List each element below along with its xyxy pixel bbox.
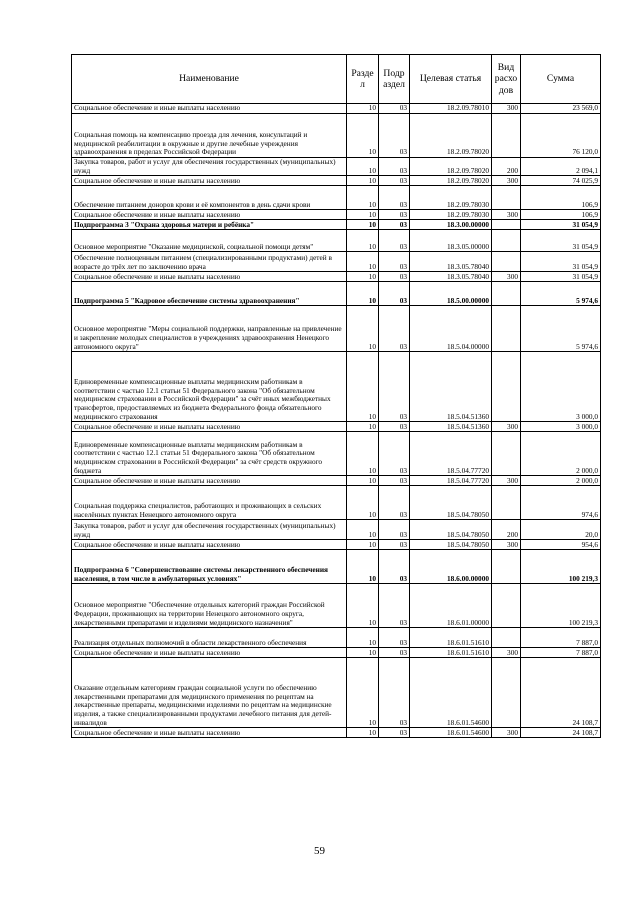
cell-sum: 2 000,0	[521, 432, 601, 476]
cell-target-article: 18.5.04.78050	[410, 486, 492, 520]
cell-name: Подпрограмма 6 "Совершенствование системы лекарственного обеспечения населения, в том числе в амбулаторных условиях"	[72, 550, 347, 584]
cell-target-article: 18.2.09.78020	[410, 176, 492, 186]
cell-name: Социальная помощь на компенсацию проезда для лечения, консультаций и медицинской реабилитации в окружные и другие лечебные учреждения здравоохранения в пределах Российской Федерации	[72, 114, 347, 158]
table-row	[72, 252, 601, 272]
cell-name: Основное мероприятие "Обеспечение отдельных категорий граждан Российской Федерации, проживающих на территории Ненецкого автономного округа, лекарственными препаратами и изделиями медицинского назначения"	[72, 584, 347, 628]
cell-expense-type: 200	[492, 520, 521, 540]
cell-podrazdel: 03	[379, 550, 410, 584]
cell-podrazdel: 03	[379, 352, 410, 422]
cell-target-article: 18.6.00.00000	[410, 550, 492, 584]
cell-podrazdel: 03	[379, 584, 410, 628]
cell-razdel: 10	[347, 114, 379, 158]
cell-podrazdel: 03	[379, 210, 410, 220]
table-row	[72, 306, 601, 352]
cell-podrazdel: 03	[379, 252, 410, 272]
cell-target-article: 18.2.09.78030	[410, 186, 492, 210]
cell-target-article: 18.2.09.78020	[410, 114, 492, 158]
cell-target-article: 18.5.04.78050	[410, 540, 492, 550]
cell-sum: 2 000,0	[521, 476, 601, 486]
cell-expense-type	[492, 282, 521, 306]
cell-podrazdel: 03	[379, 728, 410, 738]
cell-sum: 31 054,9	[521, 230, 601, 252]
budget-table	[71, 54, 601, 738]
cell-target-article: 18.6.01.54600	[410, 728, 492, 738]
cell-expense-type: 300	[492, 422, 521, 432]
table-row	[72, 114, 601, 158]
cell-name: Реализация отдельных полномочий в области лекарственного обеспечения	[72, 628, 347, 648]
header-sum: Сумма	[521, 55, 601, 104]
cell-target-article: 18.5.04.78050	[410, 520, 492, 540]
cell-name: Социальное обеспечение и иные выплаты населению	[72, 476, 347, 486]
cell-razdel: 10	[347, 252, 379, 272]
cell-target-article: 18.6.01.51610	[410, 628, 492, 648]
cell-sum: 954,6	[521, 540, 601, 550]
cell-name: Закупка товаров, работ и услуг для обеспечения государственных (муниципальных) нужд	[72, 520, 347, 540]
table-row	[72, 104, 601, 114]
cell-target-article: 18.6.01.51610	[410, 648, 492, 658]
page-number: 59	[314, 845, 325, 857]
cell-target-article: 18.5.04.00000	[410, 306, 492, 352]
cell-razdel: 10	[347, 486, 379, 520]
cell-expense-type: 300	[492, 210, 521, 220]
table-row	[72, 158, 601, 176]
cell-podrazdel: 03	[379, 104, 410, 114]
table-row	[72, 486, 601, 520]
cell-expense-type	[492, 432, 521, 476]
cell-podrazdel: 03	[379, 282, 410, 306]
cell-sum: 3 000,0	[521, 352, 601, 422]
table-row	[72, 176, 601, 186]
cell-name: Социальное обеспечение и иные выплаты населению	[72, 210, 347, 220]
cell-sum: 24 108,7	[521, 658, 601, 728]
header-expense-type: Вид расхо дов	[492, 55, 521, 104]
cell-podrazdel: 03	[379, 186, 410, 210]
cell-sum: 7 887,0	[521, 628, 601, 648]
cell-name: Обеспечение питанием доноров крови и её компонентов в день сдачи крови	[72, 186, 347, 210]
cell-expense-type: 300	[492, 272, 521, 282]
cell-podrazdel: 03	[379, 486, 410, 520]
cell-sum: 31 054,9	[521, 252, 601, 272]
cell-sum: 20,0	[521, 520, 601, 540]
cell-sum: 106,9	[521, 186, 601, 210]
cell-name: Социальная поддержка специалистов, работающих и проживающих в сельских населённых пунктах Ненецкого автономного округа	[72, 486, 347, 520]
cell-razdel: 10	[347, 220, 379, 230]
cell-target-article: 18.3.00.00000	[410, 220, 492, 230]
cell-expense-type	[492, 486, 521, 520]
cell-podrazdel: 03	[379, 432, 410, 476]
cell-expense-type: 300	[492, 104, 521, 114]
cell-target-article: 18.5.00.00000	[410, 282, 492, 306]
cell-target-article: 18.5.04.77720	[410, 476, 492, 486]
cell-razdel: 10	[347, 282, 379, 306]
cell-podrazdel: 03	[379, 628, 410, 648]
cell-razdel: 10	[347, 648, 379, 658]
cell-sum: 24 108,7	[521, 728, 601, 738]
cell-razdel: 10	[347, 540, 379, 550]
table-row	[72, 272, 601, 282]
cell-razdel: 10	[347, 210, 379, 220]
cell-target-article: 18.3.05.78040	[410, 252, 492, 272]
cell-expense-type: 300	[492, 176, 521, 186]
table-row	[72, 352, 601, 422]
cell-expense-type	[492, 352, 521, 422]
cell-razdel: 10	[347, 272, 379, 282]
cell-razdel: 10	[347, 628, 379, 648]
cell-target-article: 18.3.05.00000	[410, 230, 492, 252]
table-body	[72, 104, 601, 738]
cell-expense-type	[492, 550, 521, 584]
cell-expense-type	[492, 584, 521, 628]
cell-name: Единовременные компенсационные выплаты медицинским работникам в соответствии с частью 12.1 статьи 51 Федерального закона "Об обязательном медицинском страховании в Российской Федерации" за счёт средств окружного бюджета	[72, 432, 347, 476]
cell-target-article: 18.5.04.51360	[410, 352, 492, 422]
cell-target-article: 18.3.05.78040	[410, 272, 492, 282]
cell-name: Подпрограмма 3 "Охрана здоровья матери и ребёнка"	[72, 220, 347, 230]
cell-razdel: 10	[347, 728, 379, 738]
cell-name: Социальное обеспечение и иные выплаты населению	[72, 540, 347, 550]
cell-name: Социальное обеспечение и иные выплаты населению	[72, 176, 347, 186]
table-row	[72, 540, 601, 550]
cell-razdel: 10	[347, 520, 379, 540]
cell-podrazdel: 03	[379, 158, 410, 176]
cell-razdel: 10	[347, 230, 379, 252]
cell-sum: 974,6	[521, 486, 601, 520]
cell-sum: 31 054,9	[521, 272, 601, 282]
cell-expense-type	[492, 306, 521, 352]
cell-name: Подпрограмма 5 "Кадровое обеспечение системы здравоохранения"	[72, 282, 347, 306]
cell-sum: 7 887,0	[521, 648, 601, 658]
cell-sum: 3 000,0	[521, 422, 601, 432]
cell-expense-type	[492, 186, 521, 210]
cell-sum: 23 569,0	[521, 104, 601, 114]
cell-target-article: 18.6.01.54600	[410, 658, 492, 728]
cell-name: Основное мероприятие "Оказание медицинской, социальной помощи детям"	[72, 230, 347, 252]
cell-name: Социальное обеспечение и иные выплаты населению	[72, 422, 347, 432]
table-row	[72, 648, 601, 658]
cell-name: Единовременные компенсационные выплаты медицинским работникам в соответствии с частью 12.1 статьи 51 Федерального закона "Об обязательном медицинском страховании в Российской Федерации" за счёт иных межбюджетных трансфертов, предоставляемых из бюджета Федерального фонда обязательного медицинского страхования	[72, 352, 347, 422]
table-row	[72, 550, 601, 584]
cell-expense-type: 200	[492, 158, 521, 176]
cell-podrazdel: 03	[379, 114, 410, 158]
table-row	[72, 658, 601, 728]
table-row	[72, 432, 601, 476]
cell-sum: 31 054,9	[521, 220, 601, 230]
cell-name: Социальное обеспечение и иные выплаты населению	[72, 648, 347, 658]
cell-expense-type: 300	[492, 648, 521, 658]
table-row	[72, 520, 601, 540]
cell-sum: 2 094,1	[521, 158, 601, 176]
cell-expense-type	[492, 230, 521, 252]
cell-razdel: 10	[347, 352, 379, 422]
cell-expense-type: 300	[492, 728, 521, 738]
cell-sum: 106,9	[521, 210, 601, 220]
header-podrazdel: Подр аздел	[379, 55, 410, 104]
cell-expense-type	[492, 628, 521, 648]
cell-expense-type	[492, 658, 521, 728]
cell-podrazdel: 03	[379, 176, 410, 186]
table-row	[72, 220, 601, 230]
table-row	[72, 186, 601, 210]
cell-name: Основное мероприятие "Меры социальной поддержки, направленные на привлечение и закрепление молодых специалистов в учреждениях здравоохранения Ненецкого автономного округа"	[72, 306, 347, 352]
cell-razdel: 10	[347, 584, 379, 628]
cell-target-article: 18.2.09.78020	[410, 158, 492, 176]
cell-podrazdel: 03	[379, 658, 410, 728]
table-row	[72, 210, 601, 220]
table-row	[72, 230, 601, 252]
cell-name: Социальное обеспечение и иные выплаты населению	[72, 272, 347, 282]
table-row	[72, 728, 601, 738]
cell-razdel: 10	[347, 158, 379, 176]
cell-podrazdel: 03	[379, 648, 410, 658]
cell-podrazdel: 03	[379, 272, 410, 282]
header-target-article: Целевая статья	[410, 55, 492, 104]
cell-target-article: 18.6.01.00000	[410, 584, 492, 628]
cell-razdel: 10	[347, 432, 379, 476]
cell-razdel: 10	[347, 422, 379, 432]
cell-name: Социальное обеспечение и иные выплаты населению	[72, 104, 347, 114]
cell-podrazdel: 03	[379, 306, 410, 352]
table-row	[72, 422, 601, 432]
header-name: Наименование	[72, 55, 347, 104]
cell-sum: 76 120,0	[521, 114, 601, 158]
cell-sum: 100 219,3	[521, 584, 601, 628]
table-row	[72, 584, 601, 628]
cell-razdel: 10	[347, 476, 379, 486]
cell-podrazdel: 03	[379, 220, 410, 230]
cell-sum: 74 025,9	[521, 176, 601, 186]
cell-podrazdel: 03	[379, 476, 410, 486]
cell-expense-type	[492, 252, 521, 272]
cell-podrazdel: 03	[379, 540, 410, 550]
cell-sum: 100 219,3	[521, 550, 601, 584]
cell-razdel: 10	[347, 306, 379, 352]
cell-target-article: 18.5.04.51360	[410, 422, 492, 432]
cell-razdel: 10	[347, 186, 379, 210]
cell-podrazdel: 03	[379, 520, 410, 540]
cell-name: Обеспечение полноценным питанием (специализированными продуктами) детей в возрасте до трёх лет по заключению врача	[72, 252, 347, 272]
cell-name: Закупка товаров, работ и услуг для обеспечения государственных (муниципальных) нужд	[72, 158, 347, 176]
cell-razdel: 10	[347, 550, 379, 584]
table-row	[72, 476, 601, 486]
cell-name: Социальное обеспечение и иные выплаты населению	[72, 728, 347, 738]
table-row	[72, 628, 601, 648]
cell-expense-type	[492, 114, 521, 158]
cell-target-article: 18.5.04.77720	[410, 432, 492, 476]
cell-sum: 5 974,6	[521, 282, 601, 306]
cell-podrazdel: 03	[379, 422, 410, 432]
cell-expense-type: 300	[492, 540, 521, 550]
cell-expense-type	[492, 220, 521, 230]
cell-sum: 5 974,6	[521, 306, 601, 352]
cell-expense-type: 300	[492, 476, 521, 486]
cell-razdel: 10	[347, 658, 379, 728]
cell-target-article: 18.2.09.78010	[410, 104, 492, 114]
cell-razdel: 10	[347, 104, 379, 114]
cell-podrazdel: 03	[379, 230, 410, 252]
header-razdel: Разде л	[347, 55, 379, 104]
cell-razdel: 10	[347, 176, 379, 186]
cell-name: Оказание отдельным категориям граждан социальной услуги по обеспечению лекарственными препаратами для медицинского применения по рецептам на лекарственные препараты, медицинскими изделиями по рецептам на медицинские изделия, а также специализированными продуктами лечебного питания для детей-инвалидов	[72, 658, 347, 728]
table-header	[72, 55, 601, 104]
table-row	[72, 282, 601, 306]
cell-target-article: 18.2.09.78030	[410, 210, 492, 220]
